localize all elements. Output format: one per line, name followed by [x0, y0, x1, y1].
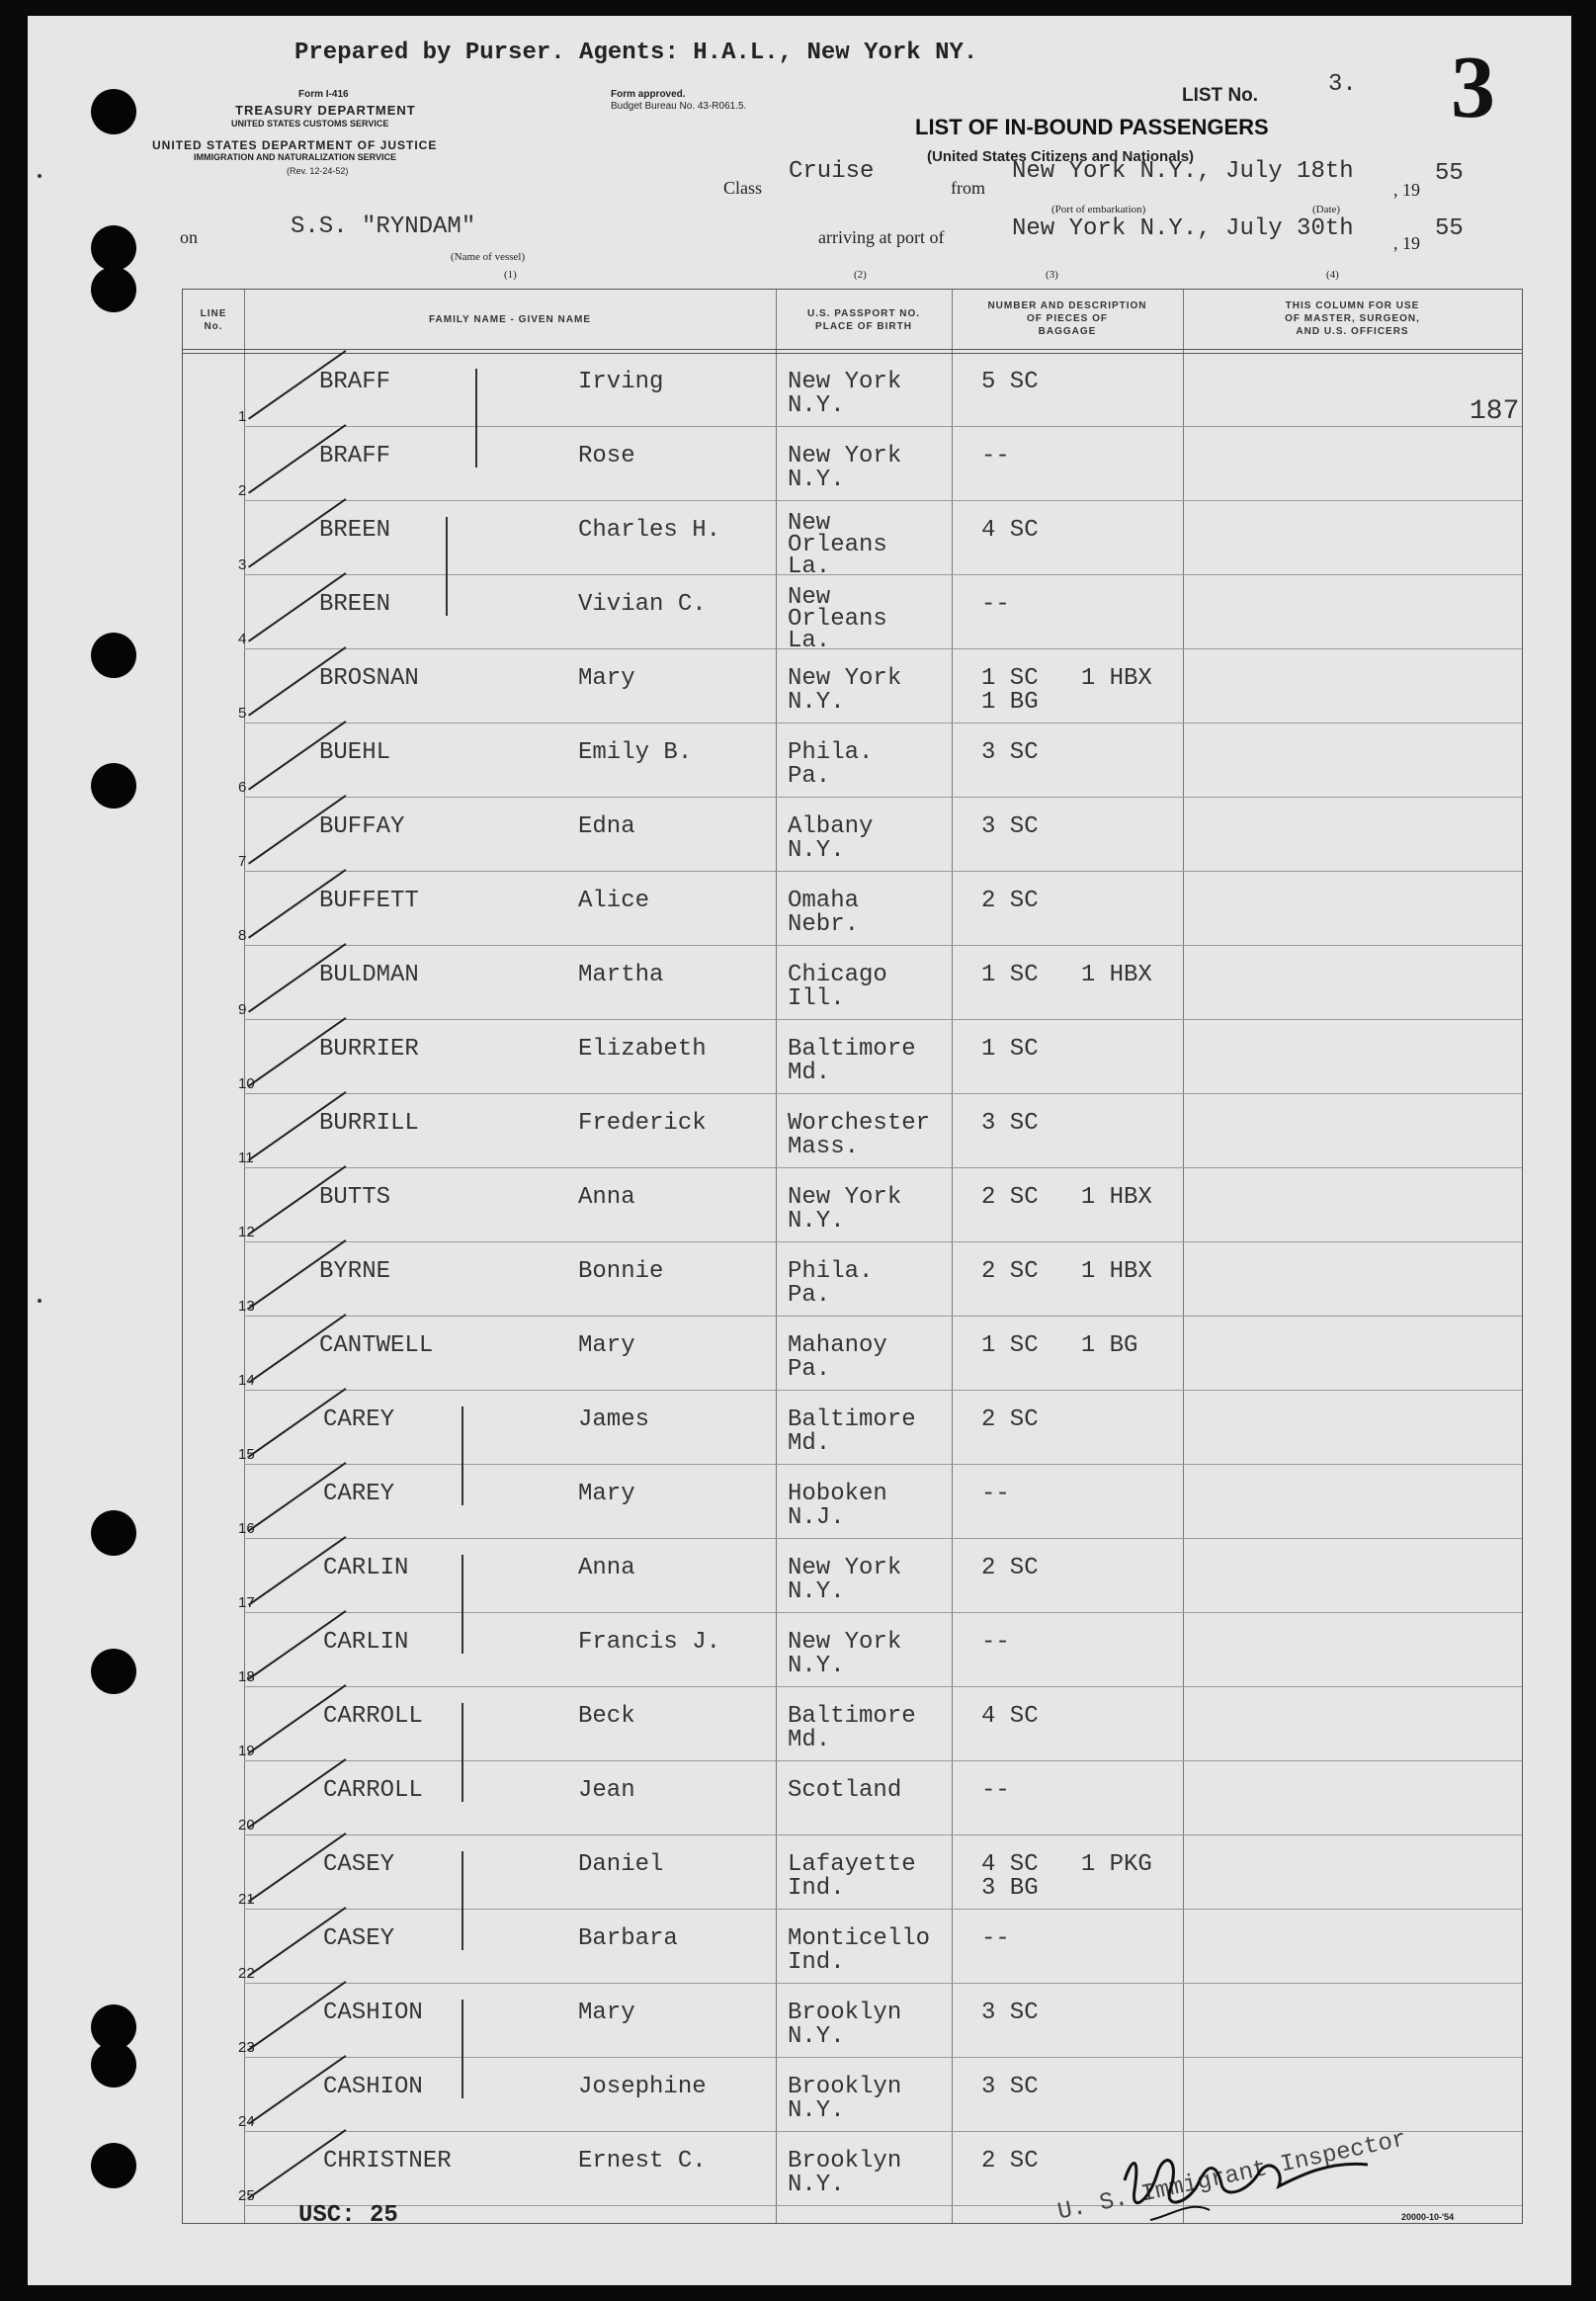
place-of-birth: New York N.Y.	[788, 443, 902, 493]
line-number: 17	[238, 1594, 255, 1611]
line-number: 23	[238, 2039, 255, 2056]
manifest-page	[28, 16, 1571, 2285]
place-of-birth: New Orleans La.	[788, 510, 887, 580]
column-header-baggage: NUMBER AND DESCRIPTION OF PIECES OF BAGGAGE	[987, 300, 1147, 337]
form-approved: Form approved.	[611, 89, 686, 100]
line-number: 21	[238, 1891, 255, 1908]
punch-hole	[91, 1649, 136, 1694]
baggage: --	[981, 1925, 1010, 1952]
table-row	[183, 1242, 1522, 1317]
line-number: 11	[238, 1150, 254, 1166]
table-row	[183, 798, 1522, 872]
line-number: 10	[238, 1075, 255, 1092]
given-name: James	[578, 1406, 650, 1433]
baggage: 4 SC	[981, 1703, 1039, 1730]
year-prefix-1: , 19	[1393, 180, 1420, 200]
on-label: on	[180, 227, 198, 247]
line-number: 14	[238, 1372, 255, 1389]
large-list-number: 3	[1451, 39, 1495, 136]
given-name: Anna	[578, 1555, 635, 1581]
given-name: Rose	[578, 443, 635, 469]
given-name: Anna	[578, 1184, 635, 1211]
table-row	[183, 1910, 1522, 1984]
line-number: 24	[238, 2113, 255, 2130]
line-number: 3	[238, 556, 247, 573]
given-name: Edna	[578, 813, 635, 840]
place-of-birth: Omaha Nebr.	[788, 888, 860, 938]
list-no-label: LIST No.	[1182, 85, 1259, 106]
family-name: BRAFF	[319, 443, 391, 469]
baggage: --	[981, 591, 1010, 618]
port-embarkation-note: (Port of embarkation)	[1051, 204, 1146, 215]
given-name: Alice	[578, 888, 650, 914]
baggage: --	[981, 1481, 1010, 1507]
baggage: 4 SC 1 PKG 3 BG	[981, 1851, 1152, 1902]
line-number: 4	[238, 631, 247, 647]
baggage: 3 SC	[981, 2000, 1039, 2026]
punch-hole	[91, 225, 136, 271]
place-of-birth: Phila. Pa.	[788, 739, 874, 790]
given-name: Josephine	[578, 2074, 707, 2100]
class-label: Class	[723, 178, 763, 198]
table-row	[183, 1687, 1522, 1761]
baggage: 1 SC 1 HBX	[981, 962, 1152, 988]
family-name: CASEY	[323, 1925, 395, 1952]
line-number: 8	[238, 927, 247, 944]
column-marker: (1)	[504, 269, 517, 281]
family-name: CARROLL	[323, 1703, 423, 1730]
family-name: CARROLL	[323, 1777, 423, 1804]
line-number: 6	[238, 779, 247, 796]
place-of-birth: New York N.Y.	[788, 1184, 902, 1235]
line-number: 19	[238, 1743, 255, 1759]
family-name: CHRISTNER	[323, 2148, 452, 2174]
family-name: CASHION	[323, 2000, 423, 2026]
table-row	[183, 946, 1522, 1020]
column-header-passport: U.S. PASSPORT NO. PLACE OF BIRTH	[806, 308, 921, 332]
column-header-officers: THIS COLUMN FOR USE OF MASTER, SURGEON, AND U.S. OFFICERS	[1285, 300, 1420, 337]
line-number: 9	[238, 1001, 247, 1018]
place-of-birth: Scotland	[788, 1777, 902, 1804]
baggage: 1 SC	[981, 1036, 1039, 1063]
table-row	[183, 1465, 1522, 1539]
family-name: BRAFF	[319, 369, 391, 395]
prepared-by-line: Prepared by Purser. Agents: H.A.L., New York NY.	[294, 40, 978, 66]
place-of-birth: Albany N.Y.	[788, 813, 874, 864]
table-row	[183, 872, 1522, 946]
table-row	[183, 1835, 1522, 1910]
treasury-dept: TREASURY DEPARTMENT	[235, 103, 416, 118]
given-name: Ernest C.	[578, 2148, 707, 2174]
header-divider	[183, 349, 1522, 350]
given-name: Bonnie	[578, 1258, 664, 1285]
baggage: 5 SC	[981, 369, 1039, 395]
column-marker: (2)	[854, 269, 867, 281]
family-bracket	[462, 1851, 463, 1950]
embarkation-value: New York N.Y., July 18th	[1012, 158, 1354, 185]
baggage: 3 SC	[981, 1110, 1039, 1137]
baggage: --	[981, 1629, 1010, 1656]
table-row	[183, 1020, 1522, 1094]
table-row	[183, 724, 1522, 798]
passenger-table	[182, 289, 1523, 2227]
family-name: CASHION	[323, 2074, 423, 2100]
place-of-birth: Baltimore Md.	[788, 1406, 916, 1457]
given-name: Daniel	[578, 1851, 664, 1878]
table-row	[183, 1613, 1522, 1687]
table-row	[183, 1094, 1522, 1168]
year-value-1: 55	[1435, 160, 1464, 187]
given-name: Vivian C.	[578, 591, 707, 618]
family-name: BUFFETT	[319, 888, 419, 914]
given-name: Frederick	[578, 1110, 707, 1137]
baggage: --	[981, 443, 1010, 469]
revision-date: (Rev. 12-24-52)	[287, 166, 349, 176]
pin-dot	[38, 174, 42, 178]
given-name: Mary	[578, 1332, 635, 1359]
baggage: 2 SC	[981, 1406, 1039, 1433]
inspector-signature	[1111, 2121, 1407, 2230]
family-bracket	[462, 2000, 463, 2098]
column-marker: (3)	[1046, 269, 1058, 281]
family-name: BREEN	[319, 591, 391, 618]
budget-bureau: Budget Bureau No. 43-R061.5.	[611, 101, 747, 112]
family-bracket	[462, 1406, 463, 1505]
given-name: Mary	[578, 665, 635, 692]
year-value-2: 55	[1435, 215, 1464, 242]
line-number: 12	[238, 1224, 255, 1240]
line-number: 1	[238, 408, 247, 425]
table-row	[183, 1761, 1522, 1835]
given-name: Francis J.	[578, 1629, 721, 1656]
inspector-stamp: U. S. Immigrant Inspector	[1055, 2126, 1409, 2227]
officer-note: 187	[1470, 396, 1520, 427]
list-no-value: 3.	[1328, 71, 1357, 98]
place-of-birth: Brooklyn N.Y.	[788, 2000, 902, 2050]
family-bracket	[446, 517, 448, 616]
line-number: 7	[238, 853, 247, 870]
place-of-birth: Baltimore Md.	[788, 1703, 916, 1753]
line-number: 13	[238, 1298, 255, 1315]
table-row	[183, 649, 1522, 724]
vessel-name: S.S. "RYNDAM"	[291, 213, 476, 240]
family-name: BREEN	[319, 517, 391, 544]
given-name: Barbara	[578, 1925, 678, 1952]
table-row	[183, 501, 1522, 580]
family-name: BYRNE	[319, 1258, 391, 1285]
family-name: BROSNAN	[319, 665, 419, 692]
place-of-birth: New York N.Y.	[788, 1555, 902, 1605]
punch-hole	[91, 2042, 136, 2088]
place-of-birth: New York N.Y.	[788, 1629, 902, 1679]
place-of-birth: Hoboken N.J.	[788, 1481, 887, 1531]
baggage: 3 SC	[981, 739, 1039, 766]
place-of-birth: New York N.Y.	[788, 369, 902, 419]
arrival-port-value: New York N.Y., July 30th	[1012, 215, 1354, 242]
given-name: Beck	[578, 1703, 635, 1730]
family-bracket	[475, 369, 477, 468]
table-row	[183, 1984, 1522, 2058]
family-name: CANTWELL	[319, 1332, 434, 1359]
given-name: Jean	[578, 1777, 635, 1804]
given-name: Emily B.	[578, 739, 693, 766]
baggage: 1 SC 1 BG	[981, 1332, 1138, 1359]
line-number: 15	[238, 1446, 255, 1463]
family-bracket	[462, 1555, 463, 1654]
customs-service: UNITED STATES CUSTOMS SERVICE	[231, 119, 389, 128]
place-of-birth: Mahanoy Pa.	[788, 1332, 887, 1383]
given-name: Mary	[578, 1481, 635, 1507]
usc-count: USC: 25	[298, 2202, 398, 2229]
place-of-birth: Monticello Ind.	[788, 1925, 931, 1976]
baggage: 2 SC 1 HBX	[981, 1184, 1152, 1211]
line-number: 20	[238, 1817, 255, 1833]
line-number: 18	[238, 1668, 255, 1685]
family-bracket	[462, 1703, 463, 1802]
place-of-birth: Worchester Mass.	[788, 1110, 931, 1160]
column-header-line-no: LINE No.	[200, 308, 227, 332]
line-number: 25	[238, 2187, 255, 2204]
form-number: Form I-416	[298, 89, 349, 100]
baggage: 3 SC	[981, 2074, 1039, 2100]
vessel-note: (Name of vessel)	[451, 251, 526, 263]
baggage: 1 SC 1 HBX 1 BG	[981, 665, 1152, 716]
punch-hole	[91, 267, 136, 312]
table-row	[183, 353, 1522, 427]
family-name: BURRIER	[319, 1036, 419, 1063]
line-number: 16	[238, 1520, 255, 1537]
column-marker: (4)	[1326, 269, 1339, 281]
place-of-birth: Baltimore Md.	[788, 1036, 916, 1086]
given-name: Charles H.	[578, 517, 721, 544]
baggage: 4 SC	[981, 517, 1039, 544]
place-of-birth: Brooklyn N.Y.	[788, 2148, 902, 2198]
manifest-subtitle: (United States Citizens and Nationals)	[927, 148, 1195, 165]
baggage: 2 SC 1 HBX	[981, 1258, 1152, 1285]
given-name: Elizabeth	[578, 1036, 707, 1063]
baggage: 2 SC	[981, 2148, 1039, 2174]
punch-hole	[91, 763, 136, 809]
punch-hole	[91, 633, 136, 678]
family-name: CASEY	[323, 1851, 395, 1878]
given-name: Mary	[578, 2000, 635, 2026]
baggage: 2 SC	[981, 888, 1039, 914]
family-name: BUEHL	[319, 739, 391, 766]
punch-hole	[91, 2143, 136, 2188]
table-row	[183, 575, 1522, 654]
from-label: from	[951, 178, 985, 198]
given-name: Martha	[578, 962, 664, 988]
family-name: BULDMAN	[319, 962, 419, 988]
family-name: BUFFAY	[319, 813, 405, 840]
family-name: BUTTS	[319, 1184, 391, 1211]
year-prefix-2: , 19	[1393, 233, 1420, 253]
table-row	[183, 1168, 1522, 1242]
line-number: 5	[238, 705, 247, 722]
punch-hole	[91, 1510, 136, 1556]
family-name: CAREY	[323, 1481, 395, 1507]
line-number: 2	[238, 482, 247, 499]
punch-hole	[91, 89, 136, 134]
place-of-birth: Chicago Ill.	[788, 962, 887, 1012]
ins-service: IMMIGRATION AND NATURALIZATION SERVICE	[194, 152, 396, 162]
table-row	[183, 1391, 1522, 1465]
manifest-title: LIST OF IN-BOUND PASSENGERS	[915, 115, 1269, 139]
place-of-birth: Lafayette Ind.	[788, 1851, 916, 1902]
family-name: CAREY	[323, 1406, 395, 1433]
place-of-birth: New York N.Y.	[788, 665, 902, 716]
print-code: 20000-10-'54	[1401, 2212, 1455, 2222]
table-row	[183, 1539, 1522, 1613]
place-of-birth: Phila. Pa.	[788, 1258, 874, 1309]
place-of-birth: New Orleans La.	[788, 584, 887, 654]
baggage: 3 SC	[981, 813, 1039, 840]
line-number: 22	[238, 1965, 255, 1982]
table-row	[183, 1317, 1522, 1391]
family-name: CARLIN	[323, 1629, 409, 1656]
justice-dept: UNITED STATES DEPARTMENT OF JUSTICE	[152, 138, 438, 152]
table-row	[183, 427, 1522, 501]
arriving-label: arriving at port of	[818, 227, 945, 247]
class-value: Cruise	[789, 158, 875, 185]
pin-dot	[38, 1299, 42, 1303]
place-of-birth: Brooklyn N.Y.	[788, 2074, 902, 2124]
family-name: BURRILL	[319, 1110, 419, 1137]
baggage: --	[981, 1777, 1010, 1804]
date-note: (Date)	[1312, 204, 1341, 215]
given-name: Irving	[578, 369, 664, 395]
column-header-name: FAMILY NAME - GIVEN NAME	[428, 314, 591, 325]
family-name: CARLIN	[323, 1555, 409, 1581]
baggage: 2 SC	[981, 1555, 1039, 1581]
